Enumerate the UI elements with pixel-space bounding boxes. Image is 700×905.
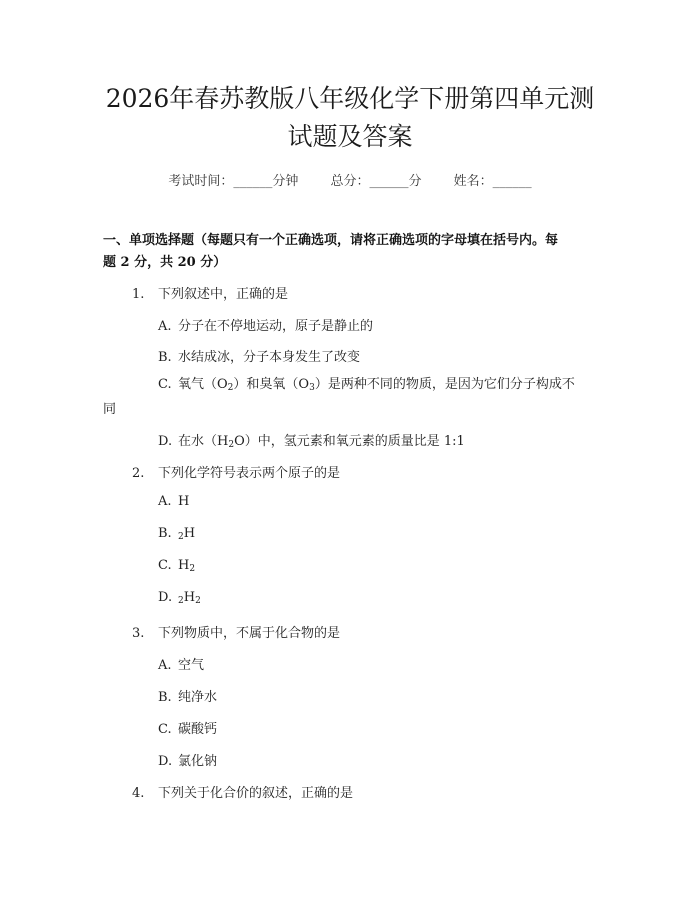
option-1a [158,315,373,334]
subscript: 2 [227,383,234,393]
option-2d [158,590,201,606]
question-2 [132,462,340,481]
option-letter: A. [158,658,172,673]
question-4 [132,782,353,801]
option-1d [158,430,465,450]
option-letter: C. [158,722,172,737]
coefficient: 2 [178,532,184,542]
subscript: 2 [228,440,235,450]
option-3d [158,750,217,769]
option-text: 空气 [178,658,205,673]
subscript: 2 [189,564,196,574]
question-number: 3. [132,626,145,641]
option-text: 纯净水 [178,690,218,705]
option-letter: D. [158,590,173,605]
option-letter: B. [158,526,172,541]
option-letter: B. [158,350,172,365]
option-3b [158,686,217,705]
option-text-wrap: 同 [103,402,117,417]
question-text: 下列叙述中，正确的是 [158,287,289,302]
question-text: 下列关于化合价的叙述，正确的是 [158,786,354,801]
option-text: H [178,558,190,573]
option-text: H [183,526,196,541]
question-text: 下列化学符号表示两个原子的是 [158,466,341,481]
option-1c [103,374,603,421]
option-text: H [178,494,190,509]
question-number: 1. [132,287,145,302]
exam-time-field: 考试时间：______分钟 [168,174,299,189]
subscript: 3 [309,383,315,393]
option-text-part: O）中，氢元素和氧元素的质量比是 1:1 [234,434,465,449]
subscript: 2 [195,596,201,606]
section-heading-line-2: 题 2 分，共 20 分） [103,255,227,270]
option-letter: C. [158,558,172,573]
option-letter: C. [158,377,172,392]
option-text-part: ）是两种不同的物质，是因为它们分子构成不 [314,377,575,392]
exam-title [90,80,610,156]
question-number: 2. [132,466,145,481]
option-text: 碳酸钙 [178,722,218,737]
question-1 [132,283,288,302]
section-heading-line-1: 一、单项选择题（每题只有一个正确选项，请将正确选项的字母填在括号内。每 [103,233,559,248]
option-text: 氯化钠 [178,754,218,769]
exam-title-line-2: 试题及答案 [287,122,413,151]
question-3 [132,622,340,641]
student-name-field: 姓名：______ [453,174,532,189]
option-letter: A. [158,319,172,334]
option-3a [158,654,204,673]
option-1b [158,346,360,365]
section-heading [103,230,603,274]
option-3c [158,718,217,737]
option-letter: A. [158,494,172,509]
exam-meta [0,170,700,189]
option-letter: D. [158,754,173,769]
question-number: 4. [132,786,145,801]
exam-title-line-1: 2026年春苏教版八年级化学下册第四单元测 [105,84,595,113]
option-text-part: 在水（H [178,434,229,449]
option-2c [158,558,195,574]
option-letter: B. [158,690,172,705]
question-text: 下列物质中，不属于化合物的是 [158,626,341,641]
coefficient: 2 [178,596,184,606]
option-2b [158,526,195,542]
option-text: H [183,590,196,605]
option-text: 水结成冰，分子本身发生了改变 [178,350,361,365]
option-letter: D. [158,434,173,449]
option-text-part: 氧气（O [178,377,228,392]
option-text: 分子在不停地运动，原子是静止的 [178,319,374,334]
total-score-field: 总分：______分 [330,174,422,189]
option-2a [158,494,189,509]
option-text-part: ）和臭氧（O [233,377,310,392]
